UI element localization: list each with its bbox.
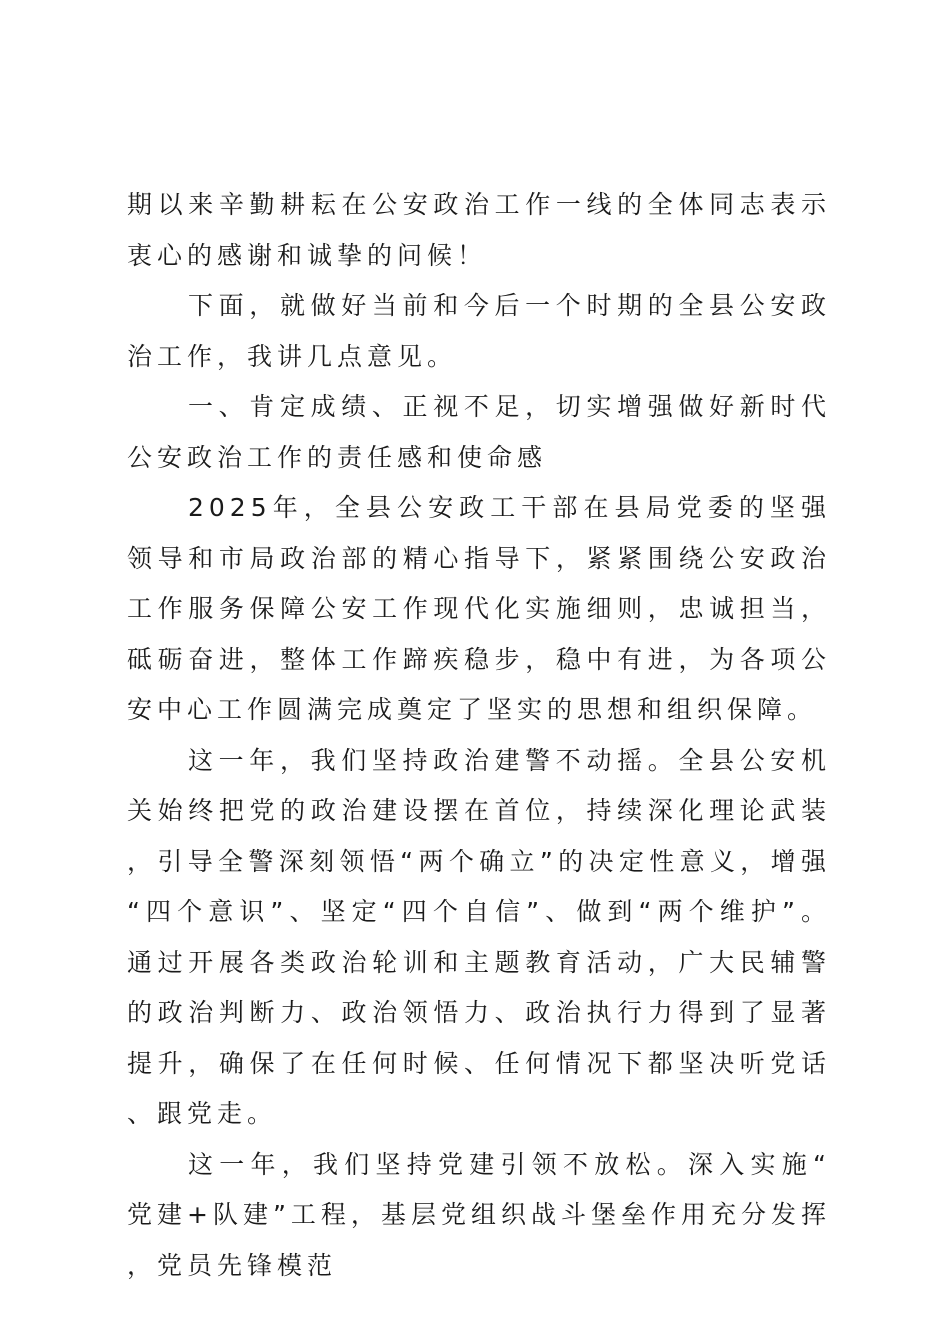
section-heading-1: 一、肯定成绩、正视不足，切实增强做好新时代公安政治工作的责任感和使命感 [127, 392, 831, 472]
document-body [127, 180, 831, 1291]
paragraph-continuation-greeting: 期以来辛勤耕耘在公安政治工作一线的全体同志表示衷心的感谢和诚挚的问候！ [127, 190, 831, 270]
paragraph-opinions-intro: 下面，就做好当前和今后一个时期的全县公安政治工作，我讲几点意见。 [127, 291, 831, 371]
paragraph-2025-summary: 2025年，全县公安政工干部在县局党委的坚强领导和市局政治部的精心指导下，紧紧围绕公安政治工作服务保障公安工作现代化实施细则，忠诚担当，砥砺奋进，整体工作蹄疾稳步，稳中有进，为各项公安中心工作圆满完成奠定了坚实的思想和组织保障。 [127, 493, 831, 724]
paragraph-political-building: 这一年，我们坚持政治建警不动摇。全县公安机关始终把党的政治建设摆在首位，持续深化理论武装，引导全警深刻领悟“两个确立”的决定性意义，增强“四个意识”、坚定“四个自信”、做到“两个维护”。通过开展各类政治轮训和主题教育活动，广大民辅警的政治判断力、政治领悟力、政治执行力得到了显著提升，确保了在任何时候、任何情况下都坚决听党话、跟党走。 [127, 745, 831, 1128]
paragraph-party-building: 这一年，我们坚持党建引领不放松。深入实施“党建+队建”工程，基层党组织战斗堡垒作用充分发挥，党员先锋模范 [127, 1149, 831, 1280]
